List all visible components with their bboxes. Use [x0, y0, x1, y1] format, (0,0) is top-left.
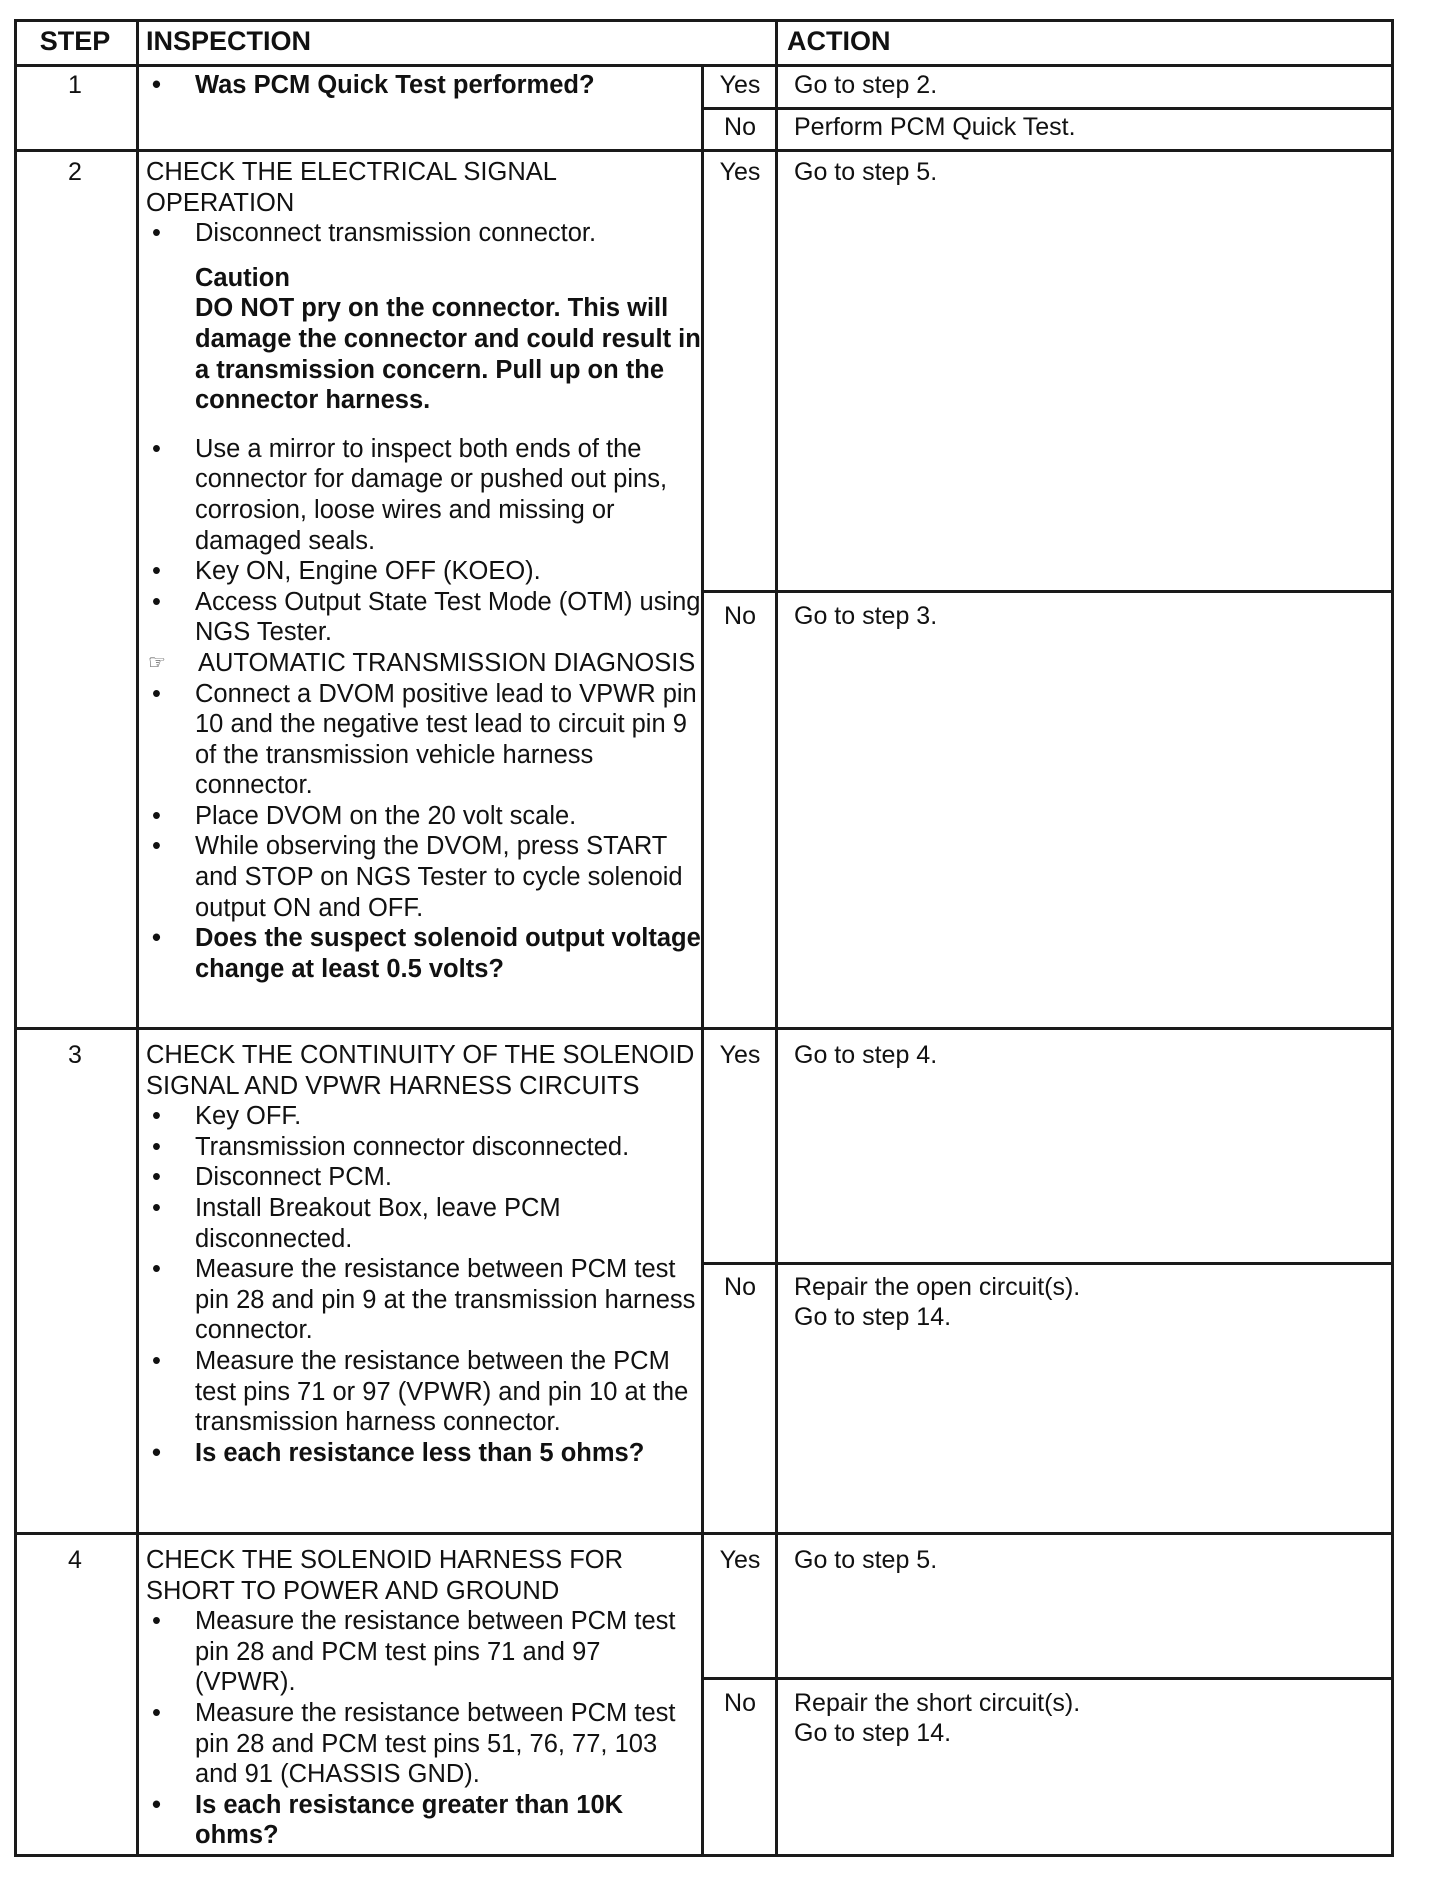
step-4-inspection	[146, 1545, 706, 1851]
header-step: STEP	[39, 26, 111, 56]
step-3-bullet-2: Transmission connector disconnected.	[195, 1132, 630, 1161]
bullet-icon: •	[152, 1790, 161, 1819]
step-1-question: Was PCM Quick Test performed?	[195, 71, 595, 99]
list-item	[146, 831, 706, 923]
header-action: ACTION	[787, 26, 891, 56]
caution-title: Caution	[195, 263, 290, 292]
list-item	[146, 1162, 706, 1193]
bullet-icon: •	[152, 832, 161, 861]
step1-bottom-border	[14, 149, 1394, 152]
step-3-bullet-3: Disconnect PCM.	[195, 1163, 392, 1192]
list-item	[146, 801, 706, 832]
bullet-icon: •	[152, 924, 161, 953]
bullet-icon: •	[152, 557, 161, 586]
list-item	[146, 1254, 706, 1346]
step-2-bullet-7: While observing the DVOM, press START and STOP on NGS Tester to cycle solenoid output ON and OFF.	[195, 832, 683, 922]
step-3-yes-action: Go to step 4.	[794, 1041, 938, 1069]
step-3-number: 3	[68, 1041, 82, 1069]
table-right-border	[1391, 19, 1394, 1857]
step3-bottom-border	[14, 1532, 1394, 1535]
list-item	[146, 1346, 706, 1438]
step-2-bullet-1: Disconnect transmission connector.	[195, 219, 597, 248]
step-3-yes-label: Yes	[719, 1041, 761, 1069]
list-item	[146, 1132, 706, 1163]
step-3-no-action: Repair the open circuit(s). Go to step 14.	[794, 1273, 1081, 1331]
step-4-bullet-2: Measure the resistance between PCM test pin 28 and PCM test pins 51, 76, 77, 103 and 91 (CHASSIS GND).	[195, 1698, 676, 1789]
step-4-bullet-1: Measure the resistance between PCM test pin 28 and PCM test pins 71 and 97 (VPWR).	[195, 1607, 676, 1697]
bullet-icon: •	[152, 1607, 161, 1636]
step-4-yes-label: Yes	[719, 1546, 761, 1574]
step-4-no-label: No	[724, 1689, 756, 1717]
step-2-bullet-3: Key ON, Engine OFF (KOEO).	[195, 557, 541, 586]
table-left-border	[14, 19, 17, 1857]
bullet-icon: •	[152, 1193, 161, 1222]
list-item	[146, 1101, 706, 1132]
header-inspection: INSPECTION	[146, 26, 312, 56]
step-2-no-action: Go to step 3.	[794, 602, 938, 630]
header-bottom-border	[14, 64, 1394, 67]
step-2-bullet-6: Place DVOM on the 20 volt scale.	[195, 801, 577, 830]
bullet-icon: •	[152, 434, 161, 463]
list-item	[146, 434, 706, 556]
bullet-icon: •	[152, 679, 161, 708]
step2-bottom-border	[14, 1027, 1394, 1030]
step-2-title: CHECK THE ELECTRICAL SIGNAL OPERATION	[146, 158, 556, 217]
reference-link[interactable]	[146, 648, 706, 679]
step-2-yes-label: Yes	[719, 158, 761, 186]
step-2-reference: AUTOMATIC TRANSMISSION DIAGNOSIS	[198, 648, 696, 677]
step-2-yes-action: Go to step 5.	[794, 158, 938, 186]
bullet-icon: •	[152, 1438, 161, 1467]
bullet-icon: •	[152, 1346, 161, 1375]
caution-box	[146, 263, 706, 416]
bullet-icon: •	[152, 1163, 161, 1192]
step-1-number: 1	[68, 71, 82, 99]
pointing-hand-icon: ☞	[148, 651, 166, 674]
bullet-icon: •	[152, 1255, 161, 1284]
list-item	[146, 923, 706, 984]
table-top-border	[14, 19, 1394, 22]
list-item	[146, 70, 706, 101]
step-4-title: CHECK THE SOLENOID HARNESS FOR SHORT TO POWER AND GROUND	[146, 1546, 624, 1605]
bullet-icon: •	[152, 801, 161, 830]
bullet-icon: •	[152, 1132, 161, 1161]
list-item	[146, 1438, 706, 1469]
list-item	[146, 1698, 706, 1790]
step-3-title: CHECK THE CONTINUITY OF THE SOLENOID SIGNAL AND VPWR HARNESS CIRCUITS	[146, 1041, 695, 1100]
bullet-icon: •	[152, 1102, 161, 1131]
step-2-inspection	[146, 157, 706, 984]
step-4-number: 4	[68, 1546, 82, 1574]
step-2-number: 2	[68, 158, 82, 186]
list-item	[146, 1606, 706, 1698]
table-bottom-border	[14, 1854, 1394, 1857]
step-3-question: Is each resistance less than 5 ohms?	[195, 1438, 645, 1467]
list-item	[146, 679, 706, 801]
step-3-no-label: No	[724, 1273, 756, 1301]
step-3-bullet-6: Measure the resistance between the PCM test pins 71 or 97 (VPWR) and pin 10 at the transmission harness connector.	[195, 1346, 689, 1437]
step-4-question: Is each resistance greater than 10K ohms?	[195, 1790, 624, 1850]
bullet-icon: •	[152, 71, 161, 99]
step-2-bullet-5: Connect a DVOM positive lead to VPWR pin 10 and the negative test lead to circuit pin 9 of the transmission vehicle harness connector.	[195, 679, 697, 800]
step-3-bullet-4: Install Breakout Box, leave PCM disconnected.	[195, 1193, 561, 1253]
step-4-no-action: Repair the short circuit(s). Go to step 14.	[794, 1689, 1081, 1747]
step-1-no-label: No	[724, 113, 756, 141]
bullet-icon: •	[152, 587, 161, 616]
step4-yes-no-divider	[701, 1677, 1394, 1680]
step3-yes-no-divider	[701, 1262, 1394, 1265]
step1-yes-no-divider	[701, 107, 1394, 110]
step2-yes-no-divider	[701, 590, 1394, 593]
step-3-bullet-5: Measure the resistance between PCM test pin 28 and pin 9 at the transmission harness connector.	[195, 1255, 696, 1345]
step-2-question: Does the suspect solenoid output voltage change at least 0.5 volts?	[195, 924, 701, 983]
step-3-bullet-1: Key OFF.	[195, 1102, 302, 1131]
step-2-bullet-4: Access Output State Test Mode (OTM) using NGS Tester.	[195, 587, 701, 647]
list-item	[146, 218, 706, 249]
step-2-no-label: No	[724, 602, 756, 630]
step-1-yes-action: Go to step 2.	[794, 71, 938, 99]
bullet-icon: •	[152, 219, 161, 248]
step-1-no-action: Perform PCM Quick Test.	[794, 113, 1076, 141]
step-4-yes-action: Go to step 5.	[794, 1546, 938, 1574]
caution-text: DO NOT pry on the connector. This will damage the connector and could result in a transmission concern. Pull up on the connector harness.	[195, 294, 701, 415]
list-item	[146, 1193, 706, 1254]
list-item	[146, 1790, 706, 1851]
step-column-divider	[136, 19, 139, 1857]
list-item	[146, 587, 706, 648]
list-item	[146, 556, 706, 587]
yes-no-column-divider	[775, 19, 778, 1857]
bullet-icon: •	[152, 1698, 161, 1727]
step-1-inspection	[146, 70, 706, 101]
step-3-inspection	[146, 1040, 706, 1468]
step-2-bullet-2: Use a mirror to inspect both ends of the connector for damage or pushed out pins, corrosion, loose wires and missing or damaged seals.	[195, 434, 668, 555]
step-1-yes-label: Yes	[719, 71, 761, 99]
